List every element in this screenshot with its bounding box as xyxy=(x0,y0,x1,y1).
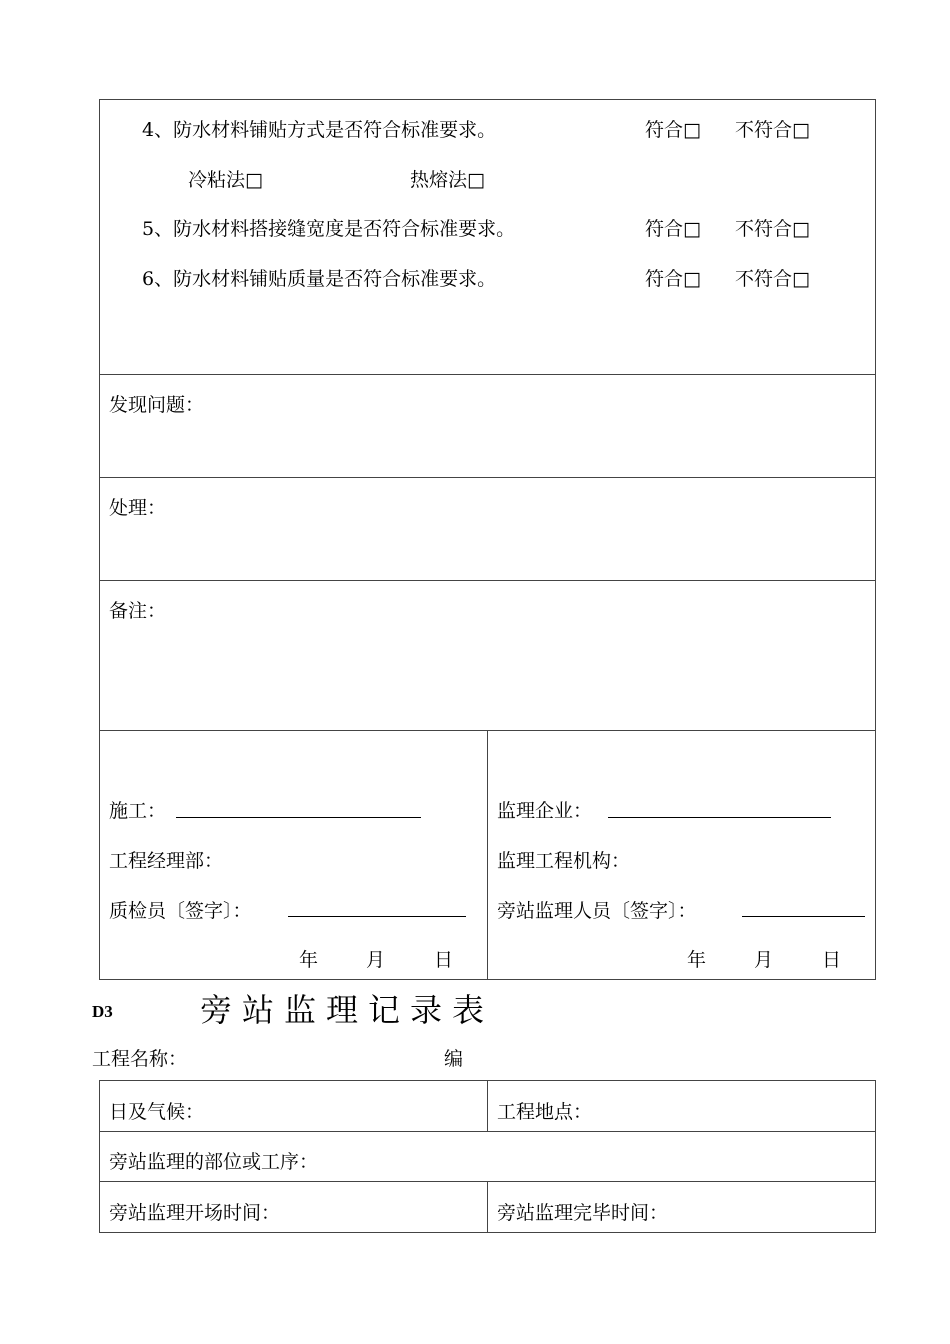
construction-label: 施工： xyxy=(109,800,167,822)
column-divider xyxy=(487,1080,488,1131)
column-divider xyxy=(487,1181,488,1233)
inspector-label: 质检员〔签字〕： xyxy=(109,900,252,922)
method-cold-bond[interactable]: 冷粘法□ xyxy=(188,169,263,191)
project-name-label: 工程名称： xyxy=(92,1048,188,1070)
check-item-4-nonconform[interactable]: 不符合□ xyxy=(735,119,810,141)
method-hot-melt[interactable]: 热熔法□ xyxy=(410,169,485,191)
check-item-4: 4、防水材料铺贴方式是否符合标准要求。 xyxy=(142,119,497,141)
inspector-signature-line[interactable] xyxy=(288,916,466,917)
check-item-5-nonconform[interactable]: 不符合□ xyxy=(735,218,810,240)
row-divider xyxy=(99,1131,876,1132)
date-weather-field[interactable]: 日及气候： xyxy=(109,1101,205,1123)
row-divider xyxy=(99,374,876,375)
column-divider xyxy=(487,730,488,980)
problems-label: 发现问题： xyxy=(109,394,205,416)
supervisor-signature-line[interactable] xyxy=(742,916,865,917)
project-dept-label: 工程经理部： xyxy=(109,850,224,872)
location-field[interactable]: 工程地点： xyxy=(497,1101,593,1123)
part-process-field[interactable]: 旁站监理的部位或工序： xyxy=(109,1151,319,1173)
row-divider xyxy=(99,580,876,581)
supervisor-label: 旁站监理人员〔签字〕： xyxy=(497,900,697,922)
check-item-6-nonconform[interactable]: 不符合□ xyxy=(735,268,810,290)
check-item-5-conform[interactable]: 符合□ xyxy=(645,218,701,240)
agency-label: 监理工程机构： xyxy=(497,850,631,872)
company-signature-line[interactable] xyxy=(608,817,831,818)
check-item-4-conform[interactable]: 符合□ xyxy=(645,119,701,141)
check-item-6: 6、防水材料铺贴质量是否符合标准要求。 xyxy=(142,268,497,290)
company-label: 监理企业： xyxy=(497,800,593,822)
form-code: D3 xyxy=(92,1002,113,1021)
remarks-label: 备注： xyxy=(109,600,167,622)
end-time-field[interactable]: 旁站监理完毕时间： xyxy=(497,1202,669,1224)
check-item-5: 5、防水材料搭接缝宽度是否符合标准要求。 xyxy=(142,218,516,240)
left-month: 月 xyxy=(366,949,386,971)
construction-signature-line[interactable] xyxy=(176,817,421,818)
handling-label: 处理： xyxy=(109,497,167,519)
left-year: 年 xyxy=(299,949,319,971)
right-day: 日 xyxy=(822,949,842,971)
right-year: 年 xyxy=(687,949,707,971)
right-month: 月 xyxy=(754,949,774,971)
number-label: 编 xyxy=(444,1048,464,1070)
row-divider xyxy=(99,477,876,478)
left-day: 日 xyxy=(434,949,454,971)
form-title: 旁站监理记录表 xyxy=(200,991,495,1029)
start-time-field[interactable]: 旁站监理开场时间： xyxy=(109,1202,281,1224)
check-item-6-conform[interactable]: 符合□ xyxy=(645,268,701,290)
